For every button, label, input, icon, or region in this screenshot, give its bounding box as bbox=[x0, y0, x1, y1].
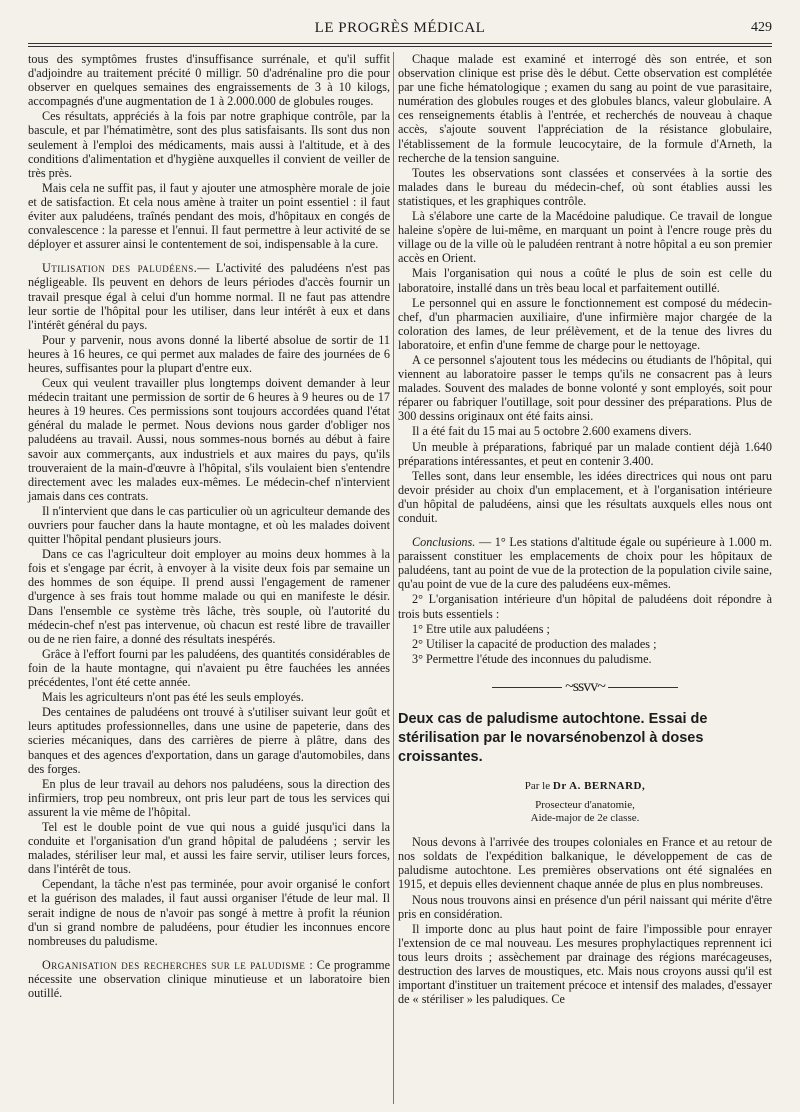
paragraph: Mais les agriculteurs n'ont pas été les seuls employés. bbox=[42, 690, 304, 705]
byline bbox=[398, 779, 772, 793]
paragraph: En plus de leur travail au dehors nos paludéens, sous la direction des infirmiers, trop peu nombreux, ont pris leur part de tous les services qui assurent la vie même de l'hôpital. bbox=[28, 776, 390, 819]
paragraph: Mais l'organisation qui nous a coûté le plus de soin est celle du laboratoire, installé dans un très beau local et parfaitement outillé. bbox=[398, 266, 772, 295]
paragraph: Dans ce cas l'agriculteur doit employer au moins deux hommes à la fois et s'engage par écrit, à envoyer à la visite deux fois par semaine un des hommes de son équipe. Il prend aussi l'engagement de ramener d'urgence à ses frais tout homme malade ou qui en manifeste le désir. Dans l'ensemble ce système très lâche, très souple, où l'autorité du médecin-chef n'est pas intervenue, où chacun est resté libre de travailler ou de ne rien faire, a donné des résultats inespérés. bbox=[28, 547, 390, 646]
list-item: 2° Utiliser la capacité de production des malades ; bbox=[412, 636, 657, 651]
conclusion-text: — 1° Les stations d'altitude égale ou supérieure à 1.000 m. paraissent constituer les emplacements de choix pour les hôpitaux de paludéens, tant au point de vue de la protection de la population civile saine, qu'au point de vue de la cure des paludéens eux-mêmes. bbox=[398, 535, 773, 592]
paragraph: Il importe donc au plus haut point de faire l'impossible pour enrayer l'extension de ce mal nouveau. Les mesures prophylactiques reprennent ici tous leurs droits ; assèchement par drainage des régions marécageuses, destruction des larves de moustiques, etc. Mais nous croyons aussi qu'il est important d'instituer un traitement précoce et intensif des malades, d'essayer de « stériliser » les paludiques. Ce bbox=[398, 921, 772, 1007]
affiliation-line: Prosecteur d'anatomie, bbox=[535, 799, 635, 812]
paragraph: Ces résultats, appréciés à la fois par notre graphique contrôle, par la bascule, et par l'hématimètre, sont des plus satisfaisants. Ils sont dus non seulement à l'emploi des médicaments, mais aussi à l'altitude, et à des conditions d'alimentation et d'hygiène auxquelles il convient de veiller de très près. bbox=[28, 109, 390, 180]
paragraph: Il n'intervient que dans le cas particulier où un agriculteur demande des ouvriers pour faucher dans la haute montagne, et où les malades doivent quitter l'hôpital pendant plusieurs jours. bbox=[28, 503, 390, 547]
header-rule-thin bbox=[28, 46, 772, 47]
section-ornament bbox=[398, 677, 772, 695]
page-header bbox=[28, 20, 772, 42]
paragraph: Grâce à l'effort fourni par les paludéens, des quantités considérables de foin de la haute montagne, qui n'avaient pu être fauchées les années précédentes, l'ont été cette année. bbox=[28, 646, 390, 690]
paragraph: Cependant, la tâche n'est pas terminée, pour avoir organisé le confort et la guérison des malades, il faut aussi organiser l'étude de leur mal. Il serait indigne de nous de n'avoir pas songé à mettre à profit la réunion d'un si grand nombre de paludéens, pour étudier les inconnues encore nombreuses du paludisme. bbox=[28, 877, 390, 948]
paragraph: Le personnel qui en assure le fonctionnement est composé du médecin-chef, d'un pharmacien auxiliaire, d'une infirmière major chargée de la coloration des lames, de leur prélèvement, et de la tenue des livres du laboratoire, et enfin d'une femme de charge pour le nettoyage. bbox=[398, 295, 772, 352]
paragraph: Un meuble à préparations, fabriqué par un malade contient déjà 1.640 préparations intéressantes, et peut en contenir 3.400. bbox=[398, 439, 772, 468]
paragraph: Toutes les observations sont classées et conservées à la sortie des malades dans le bureau du médecin-chef, où sont établies aussi les statistiques, et les graphiques contrôle. bbox=[398, 165, 772, 208]
paragraph: Tel est le double point de vue qui nous a guidé jusqu'ici dans la conduite et l'organisation d'un grand hôpital de paludéens ; servir les malades, stériliser leur mal, et aussi les faire servir, utiliser leurs forces, dans l'intérêt de tous. bbox=[28, 819, 390, 877]
conclusions-heading: Conclusions. bbox=[412, 535, 476, 550]
paragraph: Chaque malade est examiné et interrogé dès son entrée, et son observation clinique est prise dès le début. Cette observation est complétée par une fiche hématologique ; examen du sang au point de vue parasitaire, numération des globules rouges et des globules blancs, valeur globulaire. A ces renseignements établis à l'entrée, et recherchés de nouveau à chaque accès, s'ajoute souvent l'appréciation de la résistance globulaire, l'établissement de la formule leucocytaire, de la formule d'Arneth, la recherche de la tension sanguine. bbox=[398, 52, 772, 165]
section-heading: Utilisation des paludéens. bbox=[42, 261, 198, 276]
author-affiliation bbox=[398, 799, 772, 825]
paragraph: Ceux qui veulent travailler plus longtemps doivent demander à leur médecin traitant une permission de sortir de 6 heures à 9 heures ou de 17 heures à 19 heures. Ces permissions sont toujours accordées quand l'état général du malade le permet. Nous devions nous garder d'obliger nos paludéens au travail. Aussi, nous sommes-nous bornés au début à faire savoir aux commerçants, aux industriels et aux maires du pays, qu'ils trouveraient de la main-d'œuvre à l'hôpital, s'ils voulaient bien s'entendre directement avec les malades eux-mêmes. Le médecin-chef n'intervient jamais dans ces contrats. bbox=[28, 376, 390, 503]
left-column bbox=[28, 52, 390, 1001]
author-name: Dr A. BERNARD, bbox=[552, 780, 646, 793]
column-divider bbox=[393, 52, 394, 1104]
right-column bbox=[398, 52, 772, 1007]
paragraph: 2° L'organisation intérieure d'un hôpital de paludéens doit répondre à trois buts essentiels : bbox=[398, 592, 772, 621]
paragraph: Nous nous trouvons ainsi en présence d'un péril naissant qui mérite d'être pris en considération. bbox=[398, 892, 772, 921]
section-paragraph bbox=[28, 261, 390, 331]
section-text: Ce programme nécessite une observation clinique minutieuse et un laboratoire bien outillé. bbox=[28, 957, 390, 1000]
affiliation-line: Aide-major de 2e classe. bbox=[530, 812, 640, 825]
paragraph: Telles sont, dans leur ensemble, les idées directrices qui nous ont paru devoir présider au choix d'un emplacement, et à l'organisation intérieure d'un hôpital de paludéens, ainsi que les résultats auxquels elles nous ont conduit. bbox=[398, 468, 772, 525]
paragraph: A ce personnel s'ajoutent tous les médecins ou étudiants de l'hôpital, qui viennent au laboratoire passer le temps qu'ils ne consacrent pas à leurs malades. Souvent des malades de bonne volonté y sont employés, soit pour réparer ou fabriquer l'outillage, soit pour dessiner des préparations. Plus de 300 dessins originaux ont été faits ainsi. bbox=[398, 352, 772, 424]
paragraph: tous des symptômes frustes d'insuffisance surrénale, et qu'il suffit d'adjoindre au traitement précité 0 milligr. 50 d'adrénaline pro die pour observer en quelques semaines des engraissements de 3 à 10 kilogs, accompagnés d'une augmentation de 1 à 2.000.000 de globules rouges. bbox=[28, 52, 390, 109]
list-item: 3° Permettre l'étude des inconnues du paludisme. bbox=[412, 651, 652, 666]
paragraph: Là s'élabore une carte de la Macédoine paludique. Ce travail de longue haleine s'opère de lui-même, en marquant un point à l'encre rouge près du village ou de la ville où le paludéen rentrant à notre hôpital a eu son premier accès en Orient. bbox=[398, 209, 772, 266]
section-text: — L'activité des paludéens n'est pas négligeable. Ils peuvent en dehors de leurs périodes d'accès fournir un travail presque égal à celui d'un homme normal. Il ne faut pas attendre leur sortie de l'hôpital pour les utiliser, dans leur intérêt à eux et dans l'intérêt général du pays. bbox=[28, 261, 390, 332]
list-item: 1° Etre utile aux paludéens ; bbox=[412, 621, 550, 636]
paragraph: Des centaines de paludéens ont trouvé à s'utiliser suivant leur goût et leurs aptitudes professionnelles, dans une usine de papeterie, dans des scieries mécaniques, dans des carrières de pierre à plâtre, dans des banques et des agences d'exportation, dans un garage d'automobiles, dans des forges. bbox=[28, 705, 390, 776]
ornament-glyph: ~ssvv~ bbox=[565, 677, 605, 695]
section-heading: Organisation des recherches sur le paludisme : bbox=[42, 957, 314, 972]
conclusions-paragraph bbox=[398, 535, 772, 591]
header-rule bbox=[28, 43, 772, 44]
page-number: 429 bbox=[751, 20, 772, 35]
byline-prefix: Par le bbox=[524, 780, 551, 793]
paragraph: Pour y parvenir, nous avons donné la liberté absolue de sortir de 11 heures à 16 heures, ce qui permet aux malades de faire des journées de 6 heures, suffisantes pour la plupart d'entre eux. bbox=[28, 332, 390, 375]
section-paragraph bbox=[28, 958, 390, 1000]
paragraph: Nous devons à l'arrivée des troupes coloniales en France et au retour de nos soldats de l'expédition balkanique, le développement de cas de paludisme autochtone. Les premières observations ont été signalées en 1915, et depuis elles deviennent chaque année de plus en plus nombreuses. bbox=[398, 835, 772, 892]
paragraph: Il a été fait du 15 mai au 5 octobre 2.600 examens divers. bbox=[412, 424, 692, 439]
paragraph: Mais cela ne suffit pas, il faut y ajouter une atmosphère morale de joie et de satisfaction. Et cela nous amène à traiter un point essentiel : il faut éviter aux paludéens, traînés pendant des mois, d'hôpitaux en congés de convalescence : la paresse et l'ennui. Il faut permettre à leur activité de se déployer et assurer ainsi le contentement de soi, indispensable à la cure. bbox=[28, 180, 390, 252]
article-title: Deux cas de paludisme autochtone. Essai de stérilisation par le novarsénobenzol à doses croissantes. bbox=[398, 711, 708, 766]
running-title: LE PROGRÈS MÉDICAL bbox=[314, 20, 486, 36]
